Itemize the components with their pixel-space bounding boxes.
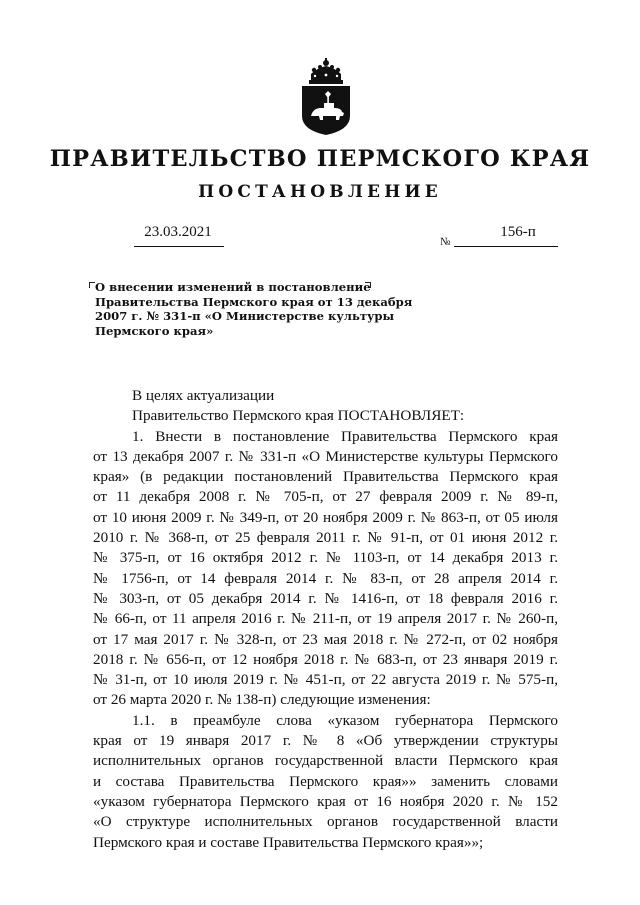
coat-of-arms-emblem <box>297 58 355 136</box>
item-1-line: № 31-п, от 10 июля 2019 г. № 451-п, от 22 августа 2019 г. № 575-п, <box>93 671 558 689</box>
item-1-1-paragraph <box>93 711 558 853</box>
date-underline <box>134 246 224 247</box>
item-1-1-line: и состава Правительства Пермского края»» заменить словами <box>93 772 558 790</box>
decree-number: 156-п <box>500 224 536 240</box>
item-1-line: № 66-п, от 11 апреля 2016 г. № 211-п, от 19 апреля 2017 г. № 260-п, <box>93 610 558 628</box>
subject-line: О внесении изменений в постановление <box>95 280 371 294</box>
item-1-line: от 17 мая 2017 г. № 328-п, от 23 мая 2018 г. № 272-п, от 02 ноября <box>93 630 558 648</box>
number-underline <box>454 246 558 247</box>
decree-body <box>93 386 558 853</box>
item-1-line: от 13 декабря 2007 г. № 331-п «О Министерстве культуры Пермского <box>93 447 558 465</box>
number-sign: № <box>440 236 451 248</box>
item-1-line: 2010 г. № 368-п, от 25 февраля 2011 г. № 91-п, от 01 июня 2012 г. <box>93 529 558 547</box>
subject-line: Пермского края» <box>95 323 214 338</box>
item-1-1-line: Пермского края и составе Правительства Пермского края»»; <box>93 833 484 851</box>
item-1-1-line: исполнительных органов государственной власти Пермского края <box>93 752 558 770</box>
item-1-line: № 303-п, от 05 декабря 2014 г. № 1416-п, от 18 февраля 2016 г. <box>93 589 558 607</box>
item-1-paragraph <box>93 427 558 711</box>
item-1-1-line: «указом губернатора Пермского края от 16 ноября 2020 г. № 152 <box>93 792 558 810</box>
item-1-line: 2018 г. № 656-п, от 12 ноября 2018 г. № 683-п, от 23 января 2019 г. <box>93 650 558 668</box>
resolves-paragraph: Правительство Пермского края ПОСТАНОВЛЯЕТ: <box>132 407 465 425</box>
decree-date: 23.03.2021 <box>144 224 212 240</box>
item-1-line: от 26 марта 2020 г. № 138-п) следующие изменения: <box>93 691 431 709</box>
item-1-line: от 11 декабря 2008 г. № 705-п, от 27 февраля 2009 г. № 89-п, <box>93 488 558 506</box>
item-1-line: 1. Внести в постановление Правительства Пермского края <box>132 427 558 445</box>
decree-title: ПОСТАНОВЛЕНИЕ <box>198 182 442 202</box>
item-1-1-line: «О структуре исполнительных органов государственной власти <box>93 813 558 831</box>
government-title: ПРАВИТЕЛЬСТВО ПЕРМСКОГО КРАЯ <box>49 146 591 172</box>
item-1-1-line: 1.1. в преамбуле слова «указом губернатора Пермского <box>132 711 558 729</box>
item-1-1-line: края от 19 января 2017 г. № 8 «Об утверждении структуры <box>93 732 558 750</box>
decree-subject <box>95 280 425 338</box>
item-1-line: № 375-п, от 16 октября 2012 г. № 1103-п, от 14 декабря 2013 г. <box>93 549 558 567</box>
intro-paragraph: В целях актуализации <box>132 387 275 404</box>
subject-line: 2007 г. № 331-п «О Министерстве культуры <box>95 309 395 323</box>
item-1-line: края» (в редакции постановлений Правительства Пермского края <box>93 468 558 486</box>
item-1-line: № 1756-п, от 14 февраля 2014 г. № 83-п, от 28 апреля 2014 г. <box>93 569 558 587</box>
item-1-line: от 10 июня 2009 г. № 349-п, от 20 ноября 2009 г. № 863-п, от 05 июля <box>93 508 558 526</box>
subject-line: Правительства Пермского края от 13 декабря <box>95 294 413 309</box>
